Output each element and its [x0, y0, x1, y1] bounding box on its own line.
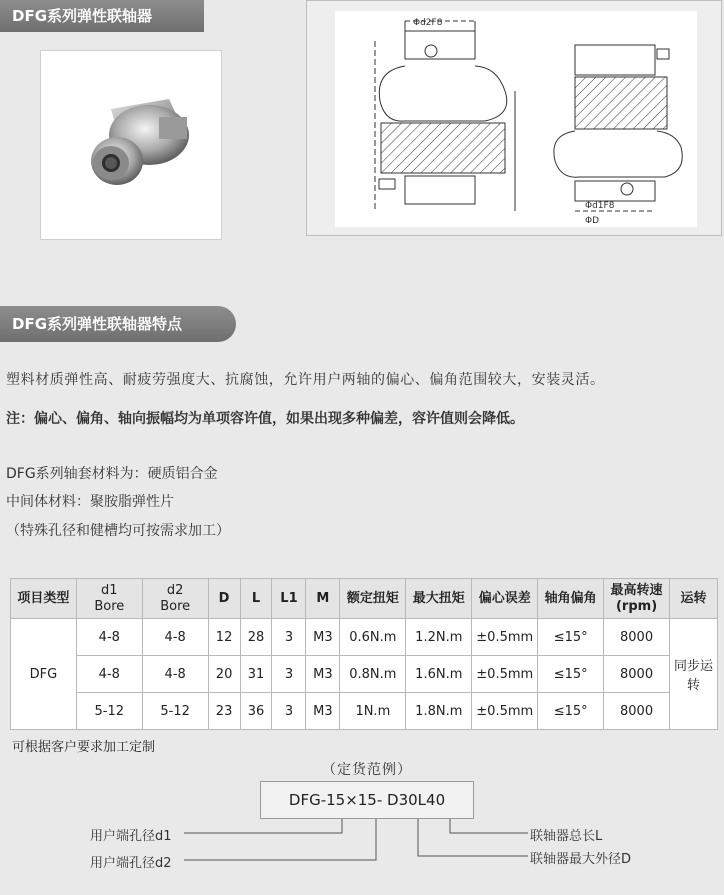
cell-D: 23: [208, 693, 240, 730]
annotation-d2: 用户端孔径d2: [90, 856, 172, 871]
label-D: ΦD: [585, 216, 600, 226]
feature-note: 注：偏心、偏角、轴向振幅均为单项容许值，如果出现多种偏差，容许值则会降低。: [6, 411, 524, 427]
cell-ecc: ±0.5mm: [472, 693, 538, 730]
header-max-torque: 最大扭矩: [406, 579, 472, 619]
cell-M: M3: [306, 656, 340, 693]
custom-note: （特殊孔径和健槽均可按需求加工）: [6, 523, 230, 539]
section-title: DFG系列弹性联轴器: [12, 7, 153, 25]
header-eccentric: 偏心误差: [472, 579, 538, 619]
cell-operation: 同步运转: [670, 619, 718, 730]
feature-line-1: 塑料材质弹性高、耐疲劳强度大、抗腐蚀，允许用户两轴的偏心、偏角范围较大，安装灵活。: [6, 372, 605, 388]
label-d1: Φd1F8: [585, 201, 615, 211]
header-operation: 运转: [670, 579, 718, 619]
cell-D: 20: [208, 656, 240, 693]
cell-rated: 0.6N.m: [340, 619, 406, 656]
header-L1: L1: [272, 579, 306, 619]
cell-D: 12: [208, 619, 240, 656]
cell-L: 28: [240, 619, 272, 656]
header-rated-torque: 额定扭矩: [340, 579, 406, 619]
cell-L1: 3: [272, 656, 306, 693]
cell-speed: 8000: [604, 656, 670, 693]
cell-angle: ≤15°: [538, 656, 604, 693]
cell-d2: 4-8: [142, 656, 208, 693]
cell-ecc: ±0.5mm: [472, 619, 538, 656]
cell-L: 36: [240, 693, 272, 730]
label-d2: Φd2F8: [413, 18, 443, 28]
cell-speed: 8000: [604, 693, 670, 730]
header-M: M: [306, 579, 340, 619]
cell-rated: 0.8N.m: [340, 656, 406, 693]
order-example-title: （定货范例）: [322, 762, 412, 778]
header-type: 项目类型: [11, 579, 77, 619]
header-d1: d1 Bore: [76, 579, 142, 619]
header-d2: d2 Bore: [142, 579, 208, 619]
cell-type: DFG: [11, 619, 77, 730]
cell-max: 1.2N.m: [406, 619, 472, 656]
cell-d1: 4-8: [76, 656, 142, 693]
cell-ecc: ±0.5mm: [472, 656, 538, 693]
cell-d2: 4-8: [142, 619, 208, 656]
header-max-speed: 最高转速 (rpm): [604, 579, 670, 619]
header-L: L: [240, 579, 272, 619]
cell-d2: 5-12: [142, 693, 208, 730]
annotation-outer-diameter: 联轴器最大外径D: [530, 852, 632, 867]
cell-L1: 3: [272, 619, 306, 656]
cell-d1: 4-8: [76, 619, 142, 656]
cell-max: 1.6N.m: [406, 656, 472, 693]
order-code-box: DFG-15×15- D30L40: [260, 781, 474, 819]
cell-rated: 1N.m: [340, 693, 406, 730]
customization-note: 可根据客户要求加工定制: [12, 740, 156, 755]
material-middle: 中间体材料：聚胺脂弹性片: [6, 494, 174, 510]
features-title: DFG系列弹性联轴器特点: [12, 315, 183, 333]
cell-max: 1.8N.m: [406, 693, 472, 730]
cell-d1: 5-12: [76, 693, 142, 730]
cell-L: 31: [240, 656, 272, 693]
cell-L1: 3: [272, 693, 306, 730]
cell-M: M3: [306, 693, 340, 730]
header-D: D: [208, 579, 240, 619]
material-sleeve: DFG系列轴套材料为：硬质铝合金: [6, 466, 218, 482]
cell-speed: 8000: [604, 619, 670, 656]
header-angle: 轴角偏角: [538, 579, 604, 619]
cell-angle: ≤15°: [538, 693, 604, 730]
cell-angle: ≤15°: [538, 619, 604, 656]
cell-M: M3: [306, 619, 340, 656]
annotation-d1: 用户端孔径d1: [90, 829, 172, 844]
annotation-total-length: 联轴器总长L: [530, 829, 603, 844]
